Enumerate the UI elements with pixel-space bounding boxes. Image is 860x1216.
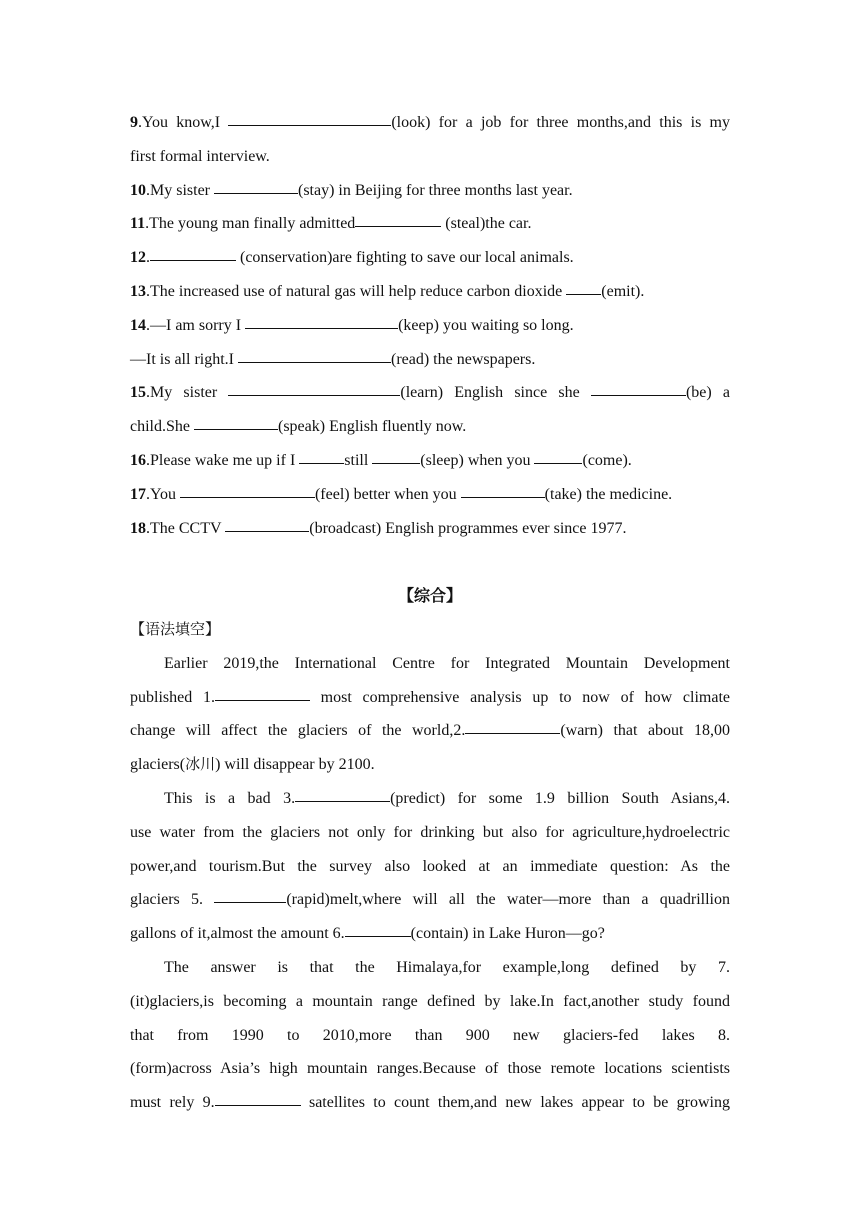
- exercise-10: 10.My sister (stay) in Beijing for three months last year.: [130, 181, 573, 199]
- answer-blank[interactable]: [566, 293, 601, 295]
- answer-blank[interactable]: [225, 530, 309, 532]
- passage-line: published 1. most comprehensive analysis up to now of how climate: [130, 688, 731, 706]
- passage-line: must rely 9. satellites to count them,and new lakes appear to be growing: [130, 1094, 730, 1112]
- answer-blank[interactable]: [299, 462, 344, 464]
- exercise-number: 9: [130, 114, 138, 131]
- answer-blank[interactable]: [228, 124, 391, 126]
- passage-line: (it)glaciers,is becoming a mountain range defined by lake.In fact,another study found: [130, 992, 730, 1010]
- answer-blank[interactable]: [245, 327, 398, 329]
- answer-blank[interactable]: [461, 496, 545, 498]
- passage-line: This is a bad 3. (predict) for some 1.9 billion South Asians,4.: [164, 789, 730, 807]
- answer-blank[interactable]: [215, 1104, 301, 1106]
- exercise-15: 15.My sister (learn) English since she (be) a: [130, 384, 730, 402]
- passage-line: glaciers(冰川) will disappear by 2100.: [130, 755, 375, 774]
- passage-line: The answer is that the Himalaya,for example,long defined by 7.: [164, 958, 730, 976]
- answer-blank[interactable]: [238, 361, 391, 363]
- answer-blank[interactable]: [465, 732, 560, 734]
- passage-line: (form)across Asia’s high mountain ranges.Because of those remote locations scientists: [130, 1060, 730, 1078]
- exercise-17: 17.You (feel) better when you (take) the medicine.: [130, 485, 673, 503]
- exercise-9-cont: first formal interview.: [130, 147, 270, 165]
- exercise-13: 13.The increased use of natural gas will help reduce carbon dioxide (emit).: [130, 282, 645, 300]
- answer-blank[interactable]: [534, 462, 582, 464]
- passage-line: change will affect the glaciers of the world,2. (warn) that about 18,00: [130, 722, 730, 740]
- exercise-9: 9.You know,I (look) for a job for three months,and this is my: [130, 114, 731, 131]
- exercise-16: 16.Please wake me up if I still (sleep) when you (come).: [130, 451, 632, 469]
- answer-blank[interactable]: [150, 259, 236, 261]
- worksheet-page: [130, 106, 730, 1120]
- answer-blank[interactable]: [215, 699, 310, 701]
- exercise-14: 14.—I am sorry I (keep) you waiting so long.: [130, 316, 574, 334]
- passage-line: power,and tourism.But the survey also looked at an immediate question: As the: [130, 857, 730, 875]
- answer-blank[interactable]: [591, 394, 686, 396]
- exercise-15-cont: child.She (speak) English fluently now.: [130, 418, 467, 436]
- passage-line: use water from the glaciers not only for drinking but also for agriculture,hydroelectric: [130, 823, 730, 841]
- section-title: 【综合】: [397, 586, 462, 606]
- exercise-18: 18.The CCTV (broadcast) English programmes ever since 1977.: [130, 519, 627, 537]
- passage-line: that from 1990 to 2010,more than 900 new glaciers-fed lakes 8.: [130, 1026, 730, 1044]
- answer-blank[interactable]: [372, 462, 420, 464]
- answer-blank[interactable]: [295, 800, 390, 802]
- subsection-title: 【语法填空】: [130, 619, 221, 638]
- passage-line: Earlier 2019,the International Centre for Integrated Mountain Development: [164, 654, 730, 672]
- answer-blank[interactable]: [355, 225, 441, 227]
- exercise-14-reply: —It is all right.I (read) the newspapers.: [130, 350, 536, 368]
- passage-line: gallons of it,almost the amount 6. (contain) in Lake Huron—go?: [130, 925, 605, 943]
- answer-blank[interactable]: [180, 496, 315, 498]
- passage-line: glaciers 5. (rapid)melt,where will all the water—more than a quadrillion: [130, 891, 731, 909]
- answer-blank[interactable]: [214, 901, 286, 903]
- exercise-12: 12. (conservation)are fighting to save our local animals.: [130, 249, 574, 267]
- answer-blank[interactable]: [228, 394, 400, 396]
- answer-blank[interactable]: [194, 428, 278, 430]
- exercise-11: 11.The young man finally admitted (steal)the car.: [130, 215, 532, 233]
- answer-blank[interactable]: [214, 192, 298, 194]
- answer-blank[interactable]: [345, 935, 411, 937]
